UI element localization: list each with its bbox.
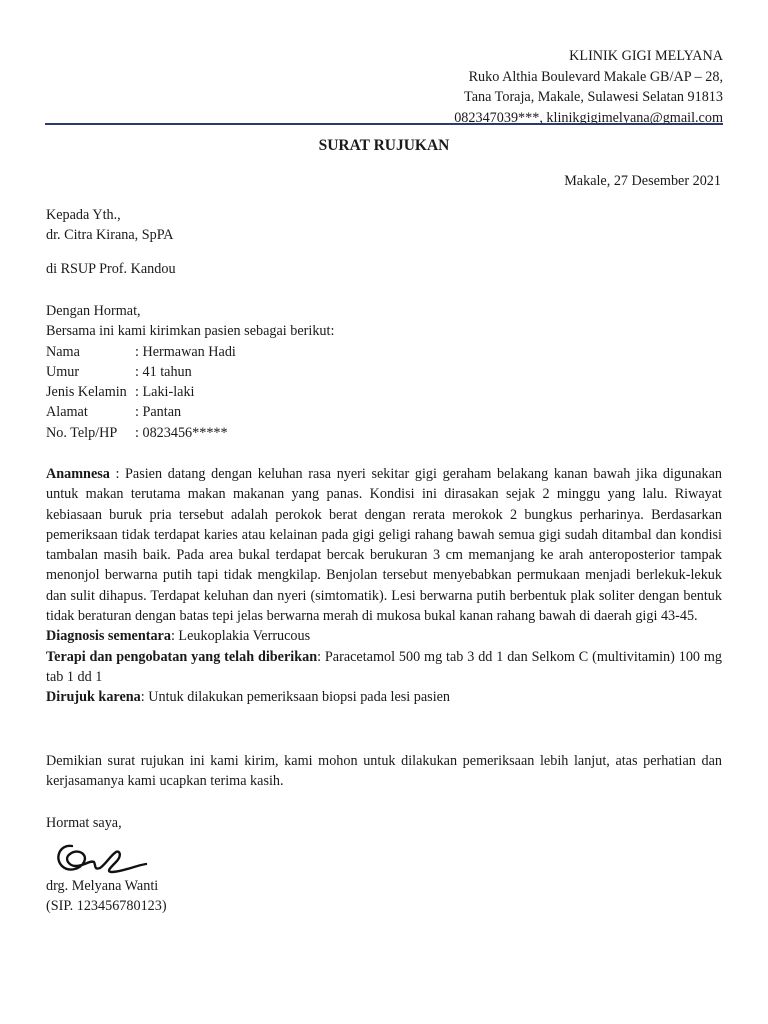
patient-block xyxy=(46,301,722,443)
patient-label: Nama xyxy=(46,343,80,360)
signer-block xyxy=(46,876,722,917)
clinical-block xyxy=(46,464,722,708)
patient-row xyxy=(46,342,722,362)
therapy-label: Terapi dan pengobatan yang telah diberikan xyxy=(46,648,318,665)
intro-text: Bersama ini kami kirimkan pasien sebagai berikut: xyxy=(46,323,335,340)
therapy-line xyxy=(46,647,722,688)
anamnesa-label: Anamnesa xyxy=(46,466,110,482)
patient-row xyxy=(46,362,722,382)
patient-label: Jenis Kelamin xyxy=(46,384,127,401)
patient-value: : Laki-laki xyxy=(135,384,195,401)
patient-row xyxy=(46,423,722,443)
recipient-location-block xyxy=(46,259,722,279)
clinic-address-line-1: Ruko Althia Boulevard Makale GB/AP – 28, xyxy=(468,68,723,85)
clinic-address-line-2: Tana Toraja, Makale, Sulawesi Selatan 91813 xyxy=(464,89,723,105)
patient-value: : Hermawan Hadi xyxy=(135,343,236,360)
therapy-text: : Paracetamol 500 mg tab 3 dd 1 dan Selkom C (multivitamin) 100 mg tab 1 dd 1 xyxy=(46,648,723,685)
anamnesa-text: : Pasien datang dengan keluhan rasa nyeri sekitar gigi geraham belakang kanan bawah jika digunakan untuk makan terutama makan makanan yang panas. Kondisi ini dirasakan sejak 2 minggu yang lalu. Riwayat kebiasaan buruk pria tersebut adalah perokok berat dengan rerata merokok 2 bungkus perharinya. Berdasarkan pemeriksaan tidak terdapat karies atau kelainan pada gigi geligi rahang bawah semua gigi sudah ditambal dan kondisi tambalan masih baik. Pada area bukal terdapat bercak berukuran 3 cm memanjang ke arah anteroposterior tampak menonjol berwarna putih tapi tidak mengkilap. Benjolan tersebut menyebabkan permukaan menjadi berlekuk-lekuk dan sulit dihapus. Terdapat keluhan dan nyeri (simtomatik). Lesi berwarna putih berbentuk plak soliter dengan bentuk tidak beraturan dengan batas tepi jelas berwarna merah di mukosa bukal kanan rahang bawah di daerah gigi 43-45. xyxy=(46,466,722,625)
recipient-name: dr. Citra Kirana, SpPA xyxy=(46,227,174,244)
patient-label: No. Telp/HP xyxy=(46,424,118,441)
patient-value: : 41 tahun xyxy=(135,363,192,380)
patient-label: Alamat xyxy=(46,404,88,421)
closing-paragraph: Demikian surat rujukan ini kami kirim, kami mohon untuk dilakukan pemeriksaan lebih lanjut, atas perhatian dan kerjasamanya kami ucapkan terima kasih. xyxy=(46,753,722,790)
diagnosis-text: : Leukoplakia Verrucous xyxy=(170,628,311,645)
diagnosis-line xyxy=(46,626,722,646)
recipient-block xyxy=(46,205,722,246)
document-title: SURAT RUJUKAN xyxy=(318,137,450,154)
referral-label: Dirujuk karena xyxy=(46,689,141,706)
clinic-contact: 082347039***, klinikgigimelyana@gmail.com xyxy=(454,109,723,126)
recipient-salutation: Kepada Yth., xyxy=(46,207,121,223)
patient-label: Umur xyxy=(46,363,80,380)
recipient-location: di RSUP Prof. Kandou xyxy=(46,261,176,277)
patient-row xyxy=(46,402,722,422)
clinic-name: KLINIK GIGI MELYANA xyxy=(569,48,723,64)
header-divider xyxy=(45,123,723,125)
letter-date: Makale, 27 Desember 2021 xyxy=(564,173,721,189)
signoff: Hormat saya, xyxy=(46,815,122,831)
patient-value: : Pantan xyxy=(135,404,182,421)
greeting: Dengan Hormat, xyxy=(46,303,141,319)
letterhead xyxy=(454,46,723,128)
patient-row xyxy=(46,382,722,402)
signer-name: drg. Melyana Wanti xyxy=(46,878,159,894)
anamnesa-paragraph xyxy=(46,464,722,626)
referral-reason-line xyxy=(46,687,722,707)
patient-value: : 0823456***** xyxy=(135,424,228,441)
referral-text: : Untuk dilakukan pemeriksaan biopsi pada lesi pasien xyxy=(140,689,451,706)
signer-sip: (SIP. 123456780123) xyxy=(46,898,167,915)
diagnosis-label: Diagnosis sementara xyxy=(46,628,171,645)
signature-image xyxy=(50,836,150,880)
